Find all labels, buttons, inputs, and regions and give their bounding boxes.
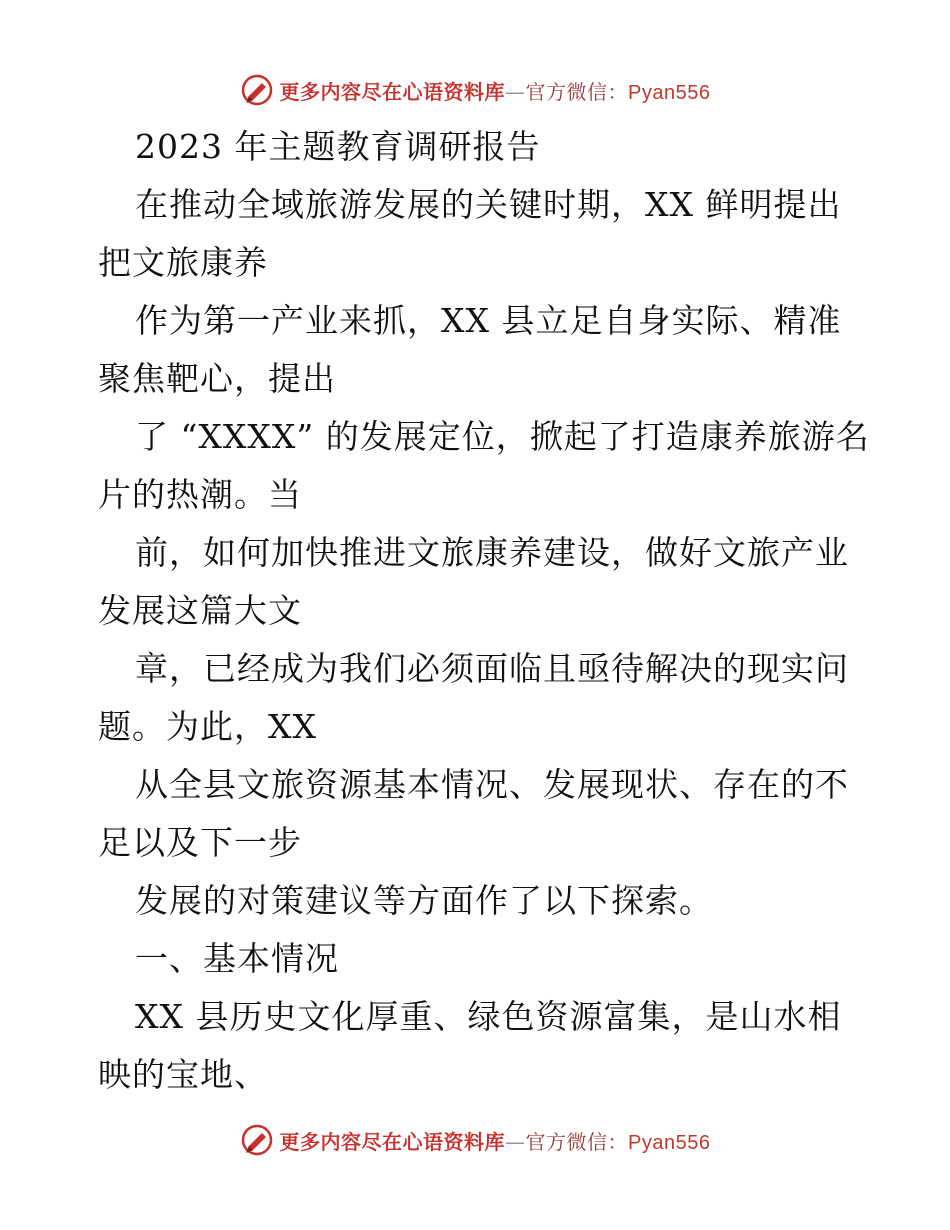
paragraph-line: 片的热潮。当 (98, 475, 302, 514)
paragraph-line: 把文旅康养 (98, 243, 268, 282)
paragraph-line: 足以及下一步 (98, 823, 302, 862)
paragraph-line: 聚焦靶心，提出 (98, 359, 336, 398)
pen-logo-icon (240, 73, 274, 107)
paragraph-line: 从全县文旅资源基本情况、发展现状、存在的不 (135, 765, 849, 804)
section-heading: 一、基本情况 (135, 939, 339, 978)
paragraph-line: 发展的对策建议等方面作了以下探索。 (135, 881, 713, 920)
document-body (98, 118, 870, 1104)
paragraph-line: 前，如何加快推进文旅康养建设，做好文旅产业 (135, 533, 849, 572)
paragraph-line: 映的宝地、 (98, 1055, 268, 1094)
paragraph-line: 发展这篇大文 (98, 591, 302, 630)
banner-dash: — (505, 1129, 526, 1154)
footer-watermark-banner (0, 1120, 950, 1160)
banner-wechat-label: 官方微信： (525, 1129, 629, 1154)
paragraph-line: 题。为此，XX (98, 707, 317, 746)
banner-wechat-id: Pyan556 (628, 1131, 711, 1154)
paragraph-line: 作为第一产业来抓，XX 县立足自身实际、精准 (135, 301, 842, 340)
banner-wechat-label: 官方微信： (525, 79, 629, 104)
banner-main-text: 更多内容尽在心语资料库 (279, 79, 506, 104)
paragraph-line: 章，已经成为我们必须面临且亟待解决的现实问 (135, 649, 849, 688)
banner-wechat-id: Pyan556 (628, 81, 711, 104)
banner-main-text: 更多内容尽在心语资料库 (279, 1129, 506, 1154)
document-title: 2023 年主题教育调研报告 (135, 127, 541, 166)
paragraph-line: 了 “XXXX” 的发展定位，掀起了打造康养旅游名 (135, 417, 870, 456)
header-watermark-banner (0, 70, 950, 110)
banner-dash: — (505, 79, 526, 104)
pen-logo-icon (240, 1123, 274, 1157)
paragraph-line: 在推动全域旅游发展的关键时期，XX 鲜明提出 (135, 185, 842, 224)
paragraph-line: XX 县历史文化厚重、绿色资源富集，是山水相 (135, 997, 842, 1036)
